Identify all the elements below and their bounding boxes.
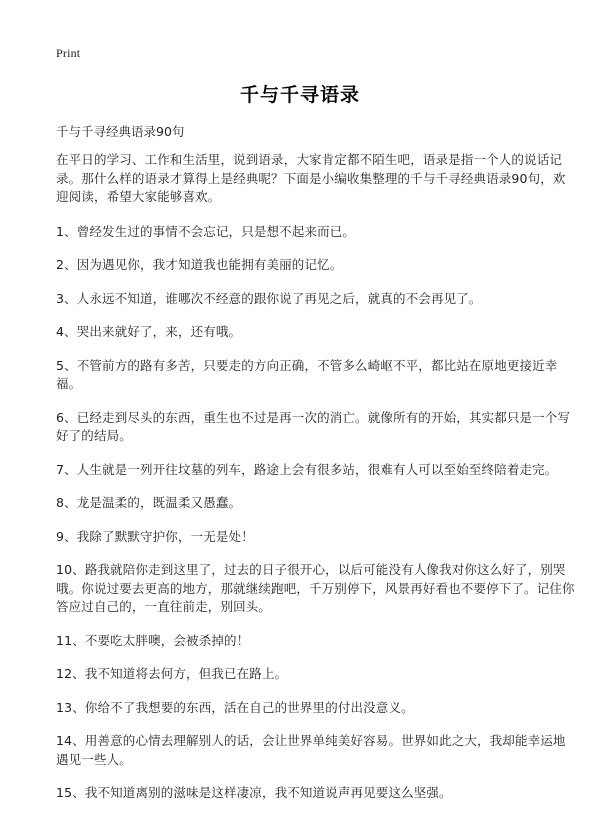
page-title: 千与千寻语录 bbox=[239, 84, 360, 106]
quote-item: 4、哭出来就好了，来，还有哦。 bbox=[56, 324, 242, 339]
quote-item: 8、龙是温柔的，既温柔又愚蠢。 bbox=[56, 495, 242, 510]
quote-item: 9、我除了默默守护你，一无是处！ bbox=[56, 528, 254, 544]
quote-item: 2、因为遇见你，我才知道我也能拥有美丽的记忆。 bbox=[56, 257, 343, 272]
quote-item: 14、用善意的心情去理解别人的话，会让世界单纯美好容易。世界如此之大，我却能幸运地遇见一些人。 bbox=[56, 733, 566, 767]
quote-item: 12、我不知道将去何方，但我已在路上。 bbox=[56, 666, 288, 681]
quote-item: 1、曾经发生过的事情不会忘记，只是想不起来而已。 bbox=[56, 223, 356, 239]
quote-item: 13、你给不了我想要的东西，活在自己的世界里的付出没意义。 bbox=[56, 699, 414, 715]
quote-item: 6、已经走到尽头的东西，重生也不过是再一次的消亡。就像所有的开始，其实都只是一个写好了的结局。 bbox=[56, 409, 571, 443]
intro-paragraph: 在平日的学习、工作和生活里，说到语录，大家肯定都不陌生吧，语录是指一个人的说话记录。那什么样的语录才算得上是经典呢？下面是小编收集整理的千与千寻经典语录90句，欢迎阅读，希望大家能够喜欢。 bbox=[56, 152, 566, 204]
quote-item: 5、不管前方的路有多苦，只要走的方向正确，不管多么崎岖不平，都比站在原地更接近幸福。 bbox=[56, 357, 558, 391]
print-link[interactable]: Print bbox=[56, 46, 81, 60]
quote-item: 3、人永远不知道，谁哪次不经意的跟你说了再见之后，就真的不会再见了。 bbox=[56, 290, 482, 306]
page-subtitle: 千与千寻经典语录90句 bbox=[56, 124, 185, 139]
quote-item: 10、路我就陪你走到这里了，过去的日子很开心，以后可能没有人像我对你这么好了，别哭哦。你说过要去更高的地方，那就继续跑吧，千万别停下，风景再好看也不要停下了。记住你答应过自己的，一直往前走，别回头。 bbox=[56, 562, 575, 614]
quote-item: 15、我不知道离别的滋味是这样凄凉，我不知道说声再见要这么坚强。 bbox=[56, 785, 452, 800]
quote-item: 11、不要吃太胖噢，会被杀掉的！ bbox=[56, 632, 250, 648]
article-body bbox=[56, 151, 576, 818]
quote-item: 7、人生就是一列开往坟墓的列车，路途上会有很多站，很难有人可以至始至终陪着走完。 bbox=[56, 461, 558, 477]
